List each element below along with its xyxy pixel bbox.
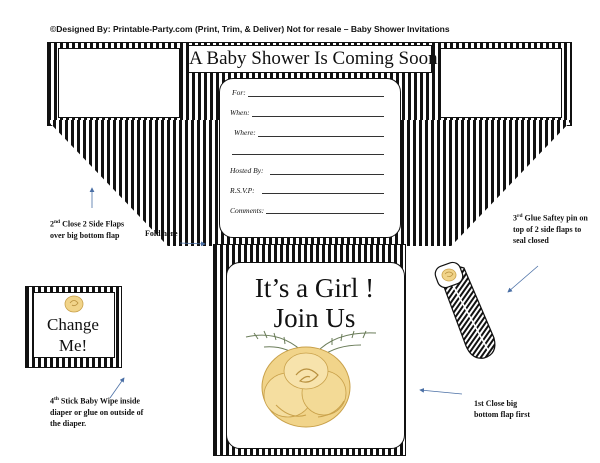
step3-sup: rd (517, 213, 523, 219)
field-label-when: When: (230, 108, 250, 117)
step3-text: Glue Saftey pin on top of 2 side flaps to seal closed (513, 213, 588, 245)
step4-sup: th (54, 396, 59, 402)
girl-card-line2: Join Us (273, 303, 356, 333)
girl-card-line1: It’s a Girl ! (254, 273, 375, 303)
step4-num: 4 (50, 396, 54, 406)
instruction-step1: 1st Close big bottom flap first (474, 399, 530, 419)
field-label-comments: Comments: (230, 206, 265, 215)
banner-title: A Baby Shower Is Coming Soon (188, 45, 432, 73)
field-label-for: For: (232, 88, 246, 97)
instruction-fold: Fold here (145, 229, 178, 238)
step3-num: 3 (513, 213, 517, 223)
step4-text: Stick Baby Wipe inside diaper or glue on outside of the diaper. (50, 396, 144, 428)
arrow-fold (180, 243, 205, 244)
wipe-text-line1: Change (47, 315, 99, 334)
arrow-step4 (110, 378, 124, 398)
arrow-step1 (420, 390, 462, 394)
credit-line: ©Designed By: Printable-Party.com (Print, Trim, & Deliver) Not for resale – Baby Shower Invitations (50, 24, 450, 34)
field-label-hosted-by: Hosted By: (230, 166, 264, 175)
step2-num: 2 (50, 219, 54, 229)
wipe-text-line2: Me! (58, 336, 88, 355)
field-label-where: Where: (234, 128, 256, 137)
field-label-rsvp: R.S.V.P: (230, 186, 255, 195)
step2-text: Close 2 Side Flaps over big bottom flap (50, 219, 125, 240)
step2-sup: nd (54, 219, 61, 225)
arrow-step3 (508, 266, 538, 292)
